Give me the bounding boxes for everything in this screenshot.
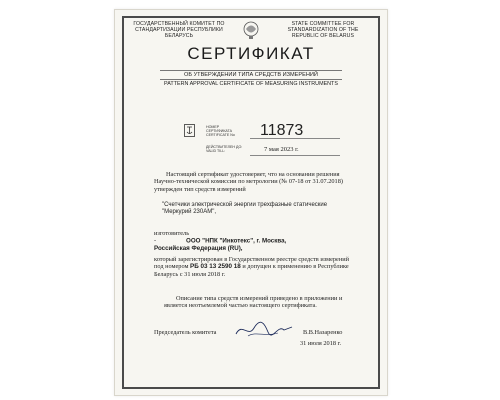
certificate-number-label: НОМЕР СЕРТИФИКАТА CERTIFICATE No [206,125,235,138]
certificate-number: 11873 [260,122,304,139]
subtitle-ru: ОБ УТВЕРЖДЕНИИ ТИПА СРЕДСТВ ИЗМЕРЕНИЙ [160,70,342,80]
registry-paragraph [154,256,356,278]
registry-number: РБ 03 13 2590 18 [190,263,241,271]
registry-text-b: и допущен к применению в Республике Беларусь с 31 июля 2018 г. [154,263,349,278]
state-emblem-icon [242,20,260,40]
manufacturer-name: ООО "НПК "Инкотекс", г. Москва, [186,237,287,245]
signatory-role: Председатель комитета [154,329,217,336]
body-paragraph-1: Настоящий сертификат удостоверяет, что на основании решения Научно-технической комиссии по метрологии (№ 07-18 от 31.07.2018) утвержден тип средств измерений [154,171,343,193]
header-right: STATE COMMITTEE FOR STANDARDIZATION OF THE REPUBLIC OF BELARUS [287,21,359,39]
header-left: ГОСУДАРСТВЕННЫЙ КОМИТЕТ ПО СТАНДАРТИЗАЦИИ РЕСПУБЛИКИ БЕЛАРУСЬ [133,21,225,39]
body-paragraph-5: Описание типа средств измерений приведено в приложении и является неотъемлемой частью настоящего сертификата. [164,295,343,310]
signature-date: 31 июля 2018 г. [300,340,342,347]
manufacturer-country: Российская Федерация (RU), [154,244,243,252]
validity-underline [250,155,340,156]
certificate-frame [122,16,380,389]
signatory-name: В.В.Назаренко [303,329,343,336]
manufacturer-block [154,230,356,252]
instrument-name: "Счетчики электрической энергии трехфазные статические "Меркурий 230АМ", [162,202,328,215]
registry-text-a: который зарегистрирован в Государственном реестре средств измерений под номером [154,256,349,271]
handwritten-signature [234,318,294,340]
manufacturer-label: изготовитель - [154,230,190,245]
certificate-page [114,9,388,396]
document-title: СЕРТИФИКАТ [187,44,315,63]
validity-date: 7 мая 2023 г. [264,146,299,153]
certification-mark-icon [184,124,195,137]
subtitle-en: PATTERN APPROVAL CERTIFICATE OF MEASURING INSTRUMENTS [164,81,338,87]
validity-label: ДЕЙСТВИТЕЛЕН ДО: VALID TILL: [206,145,243,154]
number-underline [250,138,340,139]
